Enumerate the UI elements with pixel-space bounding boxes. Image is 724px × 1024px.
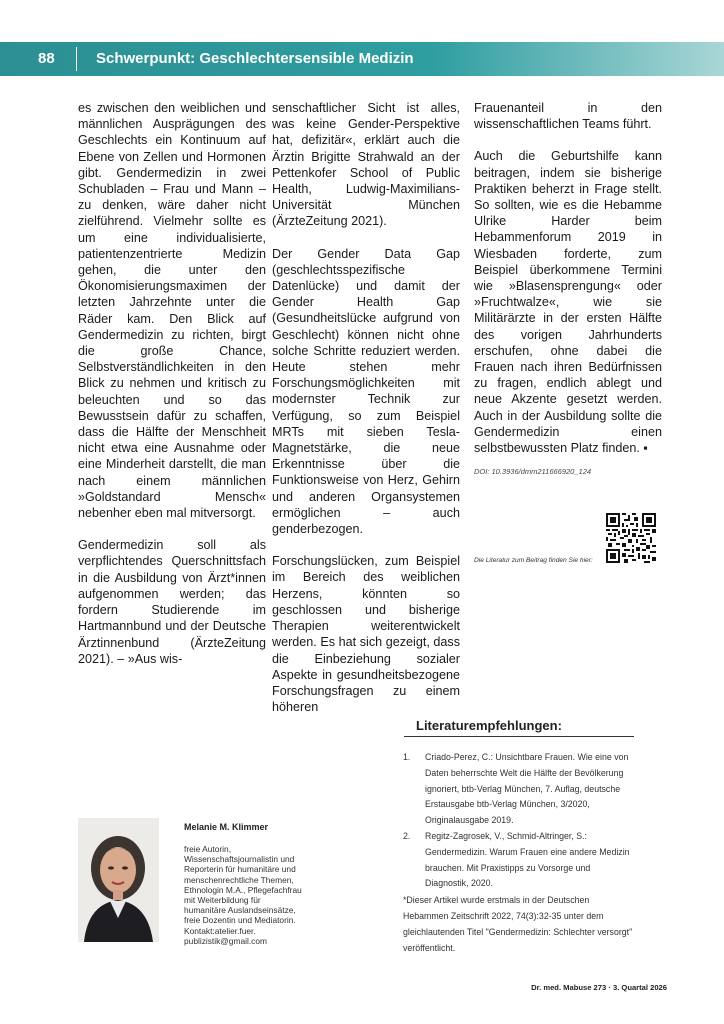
- qr-caption: Die Literatur zum Beitrag finden Sie hier:: [474, 557, 593, 564]
- page-footer: Dr. med. Mabuse 273 · 3. Quartal 2026: [531, 983, 667, 992]
- author-bio-line: mit Weiterbildung für: [184, 895, 261, 906]
- header-divider: [76, 47, 77, 71]
- text-column-3: [474, 100, 662, 480]
- literature-item-text: Criado-Perez, C.: Unsichtbare Frauen. Wie eine von Daten beherrschte Welt die Hälfte der Bevölkerung ignoriert, btb-Verlag München, 7. Auflag, deutsche Erstausgabe btb-Verlag München, 3/2020, Originalausgabe 2019.: [425, 752, 629, 826]
- paragraph: Frauenanteil in den wissenschaftlichen Teams führt.: [474, 101, 662, 132]
- publication-note: *Dieser Artikel wurde erstmals in der Deutschen Hebammen Zeitschrift 2022, 74(3):32-35 unter dem gleichlautenden Titel "Gendermedizin: Schlechter versorgt" veröffentlicht.: [403, 895, 633, 953]
- text-column-1: [78, 100, 266, 683]
- literature-item-number: 2.: [403, 830, 411, 841]
- author-bio-line: freie Autorin,: [184, 844, 232, 854]
- author-bio-line: Reporterin für humanitäre und: [184, 864, 296, 875]
- qr-code-icon[interactable]: [606, 513, 656, 563]
- author-photo: [78, 818, 159, 942]
- author-bio-line: menschenrechtliche Themen,: [184, 874, 294, 885]
- page-header: [0, 42, 724, 76]
- author-bio-line: freie Dozentin und Mediatorin.: [184, 915, 296, 926]
- paragraph: Forschungslücken, zum Beispiel im Bereich des weiblichen Herzens, könnten so geschlossen und bisherige Therapien weiterentwickelt werden. Es hat sich gezeigt, dass die Einbeziehung sozialer Aspekte in gesundheitsbezogene Forschungsfragen zu einem höheren: [272, 554, 460, 715]
- paragraph: senschaftlicher Sicht ist alles, was keine Gender-Perspektive hat, defizitär«, erklärt auch die Ärztin Brigitte Strahwald an der Pettenkofer School of Public Health, Ludwig-Maximilians-Universität München (ÄrzteZeitung 2021).: [272, 101, 460, 229]
- author-bio-line: Ethnologin M.A., Pflegefachfrau: [184, 884, 302, 895]
- literature-item: [403, 829, 635, 892]
- paragraph: es zwischen den weiblichen und männlichen Ausprägungen des Geschlechts ein Kontinuum auf Ebene von Zellen und Hormonen gibt. Gendermedizin in zwei Schubladen – Frau und Mann – zu denken, wäre daher nicht zielführend. Vielmehr sollte es um eine individualisierte, patientenzentrierte Medizin gehen, die unter den Ökonomisierungsmaximen der letzten Jahrzehnte unter die Räder kam. Den Blick auf Gendermedizin zu richten, birgt die große Chance, Selbstverständlichkeiten in den Blick zu nehmen und kritisch zu beleuchten und so das Bewusstsein dafür zu schaffen, dass die Hälfte der Menschheit nicht etwa eine Ausnahme oder eine Minderheit darstellt, die man nach einem männlichen »Goldstandard Mensch« nebenher eben mal mitversorgt.: [78, 101, 266, 521]
- literature-list: [403, 750, 635, 956]
- paragraph: Der Gender Data Gap (geschlechtsspezifische Datenlücke) und damit der Gender Health Gap (Gesundheitslücke aufgrund von Geschlecht) können nicht ohne solche Schritte reduziert werden. Heute stehen mehr Forschungsmöglichkeiten mit modernster Technik zur Verfügung, so zum Beispiel MRTs mit sieben Tesla-Magnetstärke, die neue Erkenntnisse über die Funktionsweise von Herz, Gehirn und anderen Organsystemen ermöglichen – auch genderbezogen.: [272, 246, 460, 537]
- doi-reference: DOI: 10.3936/dmm211666920_124: [474, 467, 592, 477]
- literature-item: [403, 750, 635, 829]
- text-column-2: [272, 100, 460, 731]
- author-bio-line: Wissenschaftsjournalistin und: [184, 854, 295, 865]
- literature-item-text: Regitz-Zagrosek, V., Schmid-Altringer, S.: Gendermedizin. Warum Frauen eine andere Medizin brauchen. Mit Praxistipps zu Vorsorge und Diagnostik, 2020.: [425, 830, 630, 889]
- author-bio: [184, 844, 324, 946]
- paragraph: Auch die Geburtshilfe kann beitragen, indem sie bisherige Praktiken beherzt in Frage stellt. So sollten, wie es die Hebamme Ulrike Harder beim Hebammenforum 2019 in Wiesbaden forderte, zum Beispiel überkommene Termini wie »Blasensprengung« oder »Fruchtwalze«, wie sie Militärärzte in der ersten Hälfte des vorigen Jahrhunderts erschufen, ohne dabei die Frauen nach ihren Bedürfnissen zu fragen, endlich ablegt und neue Akzente gesetzt werden. Auch in der Ausbildung sollte die Gendermedizin einen selbstbewussten Platz finden. ▪: [474, 149, 662, 456]
- paragraph: Gendermedizin soll als verpflichtendes Querschnittsfach in die Ausbildung von Ärzt*innen aufgenommen werden; das fordern Studierende im Hartmannbund und der Deutsche Ärztinnenbund (ÄrzteZeitung 2021). – »Aus wis-: [78, 538, 266, 666]
- section-title: Schwerpunkt: Geschlechtersensible Medizin: [96, 50, 414, 67]
- literature-divider: [404, 736, 634, 737]
- author-bio-line: humanitäre Auslandseinsätze,: [184, 905, 296, 916]
- literature-title: Literaturempfehlungen:: [416, 718, 562, 733]
- author-name: Melanie M. Klimmer: [184, 822, 269, 832]
- author-contact[interactable]: publizistik@gmail.com: [184, 935, 267, 946]
- page-number: 88: [38, 50, 55, 67]
- literature-item-number: 1.: [403, 752, 411, 762]
- author-contact[interactable]: Kontakt:atelier.fuer.: [184, 925, 256, 936]
